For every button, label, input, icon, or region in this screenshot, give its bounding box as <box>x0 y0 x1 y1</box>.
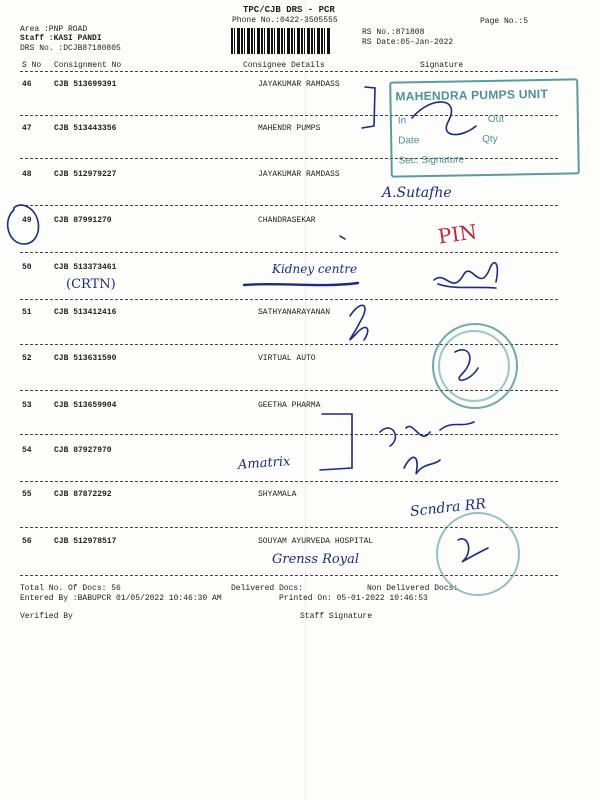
handwritten-amatrix: Amatrix <box>237 454 291 473</box>
row-sno: 55 <box>22 490 32 499</box>
row-consignment: CJB 87927970 <box>54 446 112 455</box>
row-sno: 54 <box>22 446 32 455</box>
staff-signature: Staff Signature <box>300 612 373 621</box>
stamp-out: Out <box>487 113 505 125</box>
signature-47 <box>412 102 476 135</box>
rs-number: RS No.:871808 <box>362 28 425 37</box>
delivered-docs: Delivered Docs: <box>231 584 304 593</box>
row-consignment: CJB 513412416 <box>54 308 117 317</box>
handwritten-signature-55: Scndra RR <box>409 496 487 520</box>
row-consignment: CJB 513373461 <box>54 263 117 272</box>
row-consignee: GEETHA PHARMA <box>258 401 321 410</box>
row-consignee: MAHENDR PUMPS <box>258 124 321 133</box>
row-sno: 47 <box>22 124 32 133</box>
total-docs: Total No. Of Docs: 56 <box>20 584 121 593</box>
signature-53 <box>380 422 474 446</box>
row-consignee: CHANDRASEKAR <box>258 216 316 225</box>
row-sno: 46 <box>22 80 32 89</box>
handwritten-royal: Grenss Royal <box>272 552 360 567</box>
non-delivered-docs: Non Delivered Docs: <box>367 584 459 593</box>
row-consignment: CJB 512979227 <box>54 170 117 179</box>
area-label: Area :PNP ROAD <box>20 25 88 34</box>
stamp-in: In <box>397 115 407 127</box>
signature-52 <box>455 350 478 380</box>
verified-by: Verified By <box>20 612 73 621</box>
stamp-qty: Qty <box>482 133 498 146</box>
circle-49 <box>8 205 39 244</box>
row-sno: 51 <box>22 308 32 317</box>
row-sno: 48 <box>22 170 32 179</box>
row-consignee: SOUYAM AYURVEDA HOSPITAL <box>258 537 374 546</box>
row-sno: 53 <box>22 401 32 410</box>
col-consignee: Consignee Details <box>243 61 325 70</box>
row-sno: 52 <box>22 354 32 363</box>
rs-date: RS Date:05-Jan-2022 <box>362 38 454 47</box>
stamp-sec-signature: Sec. Signature <box>398 154 465 167</box>
document-title: TPC/CJB DRS - PCR <box>243 5 335 15</box>
bracket-mark <box>362 87 375 128</box>
row-sno: 56 <box>22 537 32 546</box>
row-consignment: CJB 513631590 <box>54 354 117 363</box>
handwritten-kidney-centre: Kidney centre <box>272 262 358 276</box>
row-consignee: SATHYANARAYANAN <box>258 308 331 317</box>
row-consignee: JAYAKUMAR RAMDASS <box>258 80 340 89</box>
col-sno: S No <box>22 61 42 70</box>
row-consignee: VIRTUAL AUTO <box>258 354 316 363</box>
row-consignee: JAYAKUMAR RAMDASS <box>258 170 340 179</box>
printed-on: Printed On: 05-01-2022 10:46:53 <box>279 594 428 603</box>
phone-number: Phone No.:0422-3505555 <box>232 16 338 25</box>
stamp-title: MAHENDRA PUMPS UNIT <box>395 86 549 104</box>
stamp-date: Date <box>398 135 420 147</box>
row-consignment: CJB 513659904 <box>54 401 117 410</box>
row-consignment: CJB 87872292 <box>54 490 112 499</box>
signature-56 <box>458 539 488 562</box>
handwritten-pin: PIN <box>436 219 479 249</box>
row-consignee: SHYAMALA <box>258 490 297 499</box>
bracket-53-54 <box>320 414 352 470</box>
col-signature: Signature <box>420 61 464 70</box>
strike-kidney <box>244 283 358 285</box>
row-sno: 50 <box>22 263 32 272</box>
row-sno: 49 <box>22 216 32 225</box>
signature-51 <box>350 305 368 340</box>
drs-number: DRS No. :DCJB87180805 <box>20 44 121 53</box>
row-consignment: CJB 512978517 <box>54 537 117 546</box>
signature-50 <box>434 263 497 283</box>
signature-54 <box>404 457 440 474</box>
entered-by: Entered By :BABUPCR 01/05/2022 10:46:30 AM <box>20 594 222 603</box>
col-consignment: Consignment No <box>54 61 122 70</box>
staff-label: Staff :KASI PANDI <box>20 34 102 43</box>
row-consignment: CJB 513443356 <box>54 124 117 133</box>
row-consignment: CJB 513699391 <box>54 80 117 89</box>
row-consignment: CJB 87991270 <box>54 216 112 225</box>
page-number: Page No.:5 <box>480 17 529 26</box>
handwritten-initials: A.Sutafhe <box>382 185 452 201</box>
handwritten-crtn: (CRTN) <box>66 277 116 292</box>
